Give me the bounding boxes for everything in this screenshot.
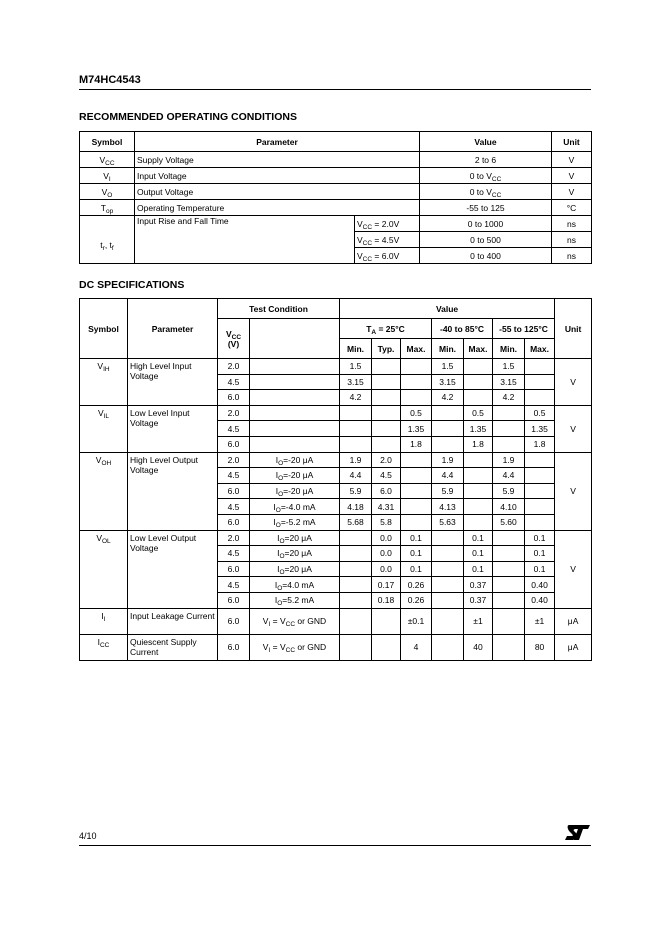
dc-value-max-125 bbox=[525, 514, 555, 530]
dc-value-max-25 bbox=[401, 374, 432, 390]
roc-unit: V bbox=[552, 184, 592, 200]
dc-value-max-25: 0.1 bbox=[401, 546, 432, 562]
dc-value-typ-25 bbox=[372, 608, 401, 634]
dc-value-min-125: 1.9 bbox=[493, 452, 525, 468]
roc-value: -55 to 125 bbox=[420, 200, 552, 216]
dc-value-min-125 bbox=[493, 405, 525, 421]
dc-vcc: 4.5 bbox=[218, 546, 250, 562]
dc-vcc: 6.0 bbox=[218, 592, 250, 608]
dc-condition bbox=[250, 436, 340, 452]
dc-condition: $I_O=-4.0$ mA bbox=[250, 499, 340, 515]
roc-parameter: Operating Temperature bbox=[135, 200, 420, 216]
dc-condition: $I_O=-20$ μA bbox=[250, 483, 340, 499]
dc-value-min-25: 4.18 bbox=[340, 499, 372, 515]
dc-header-range-85c: -40 to 85°C bbox=[432, 319, 493, 339]
roc-unit: ns bbox=[552, 248, 592, 264]
roc-value: 0 to 1000 bbox=[420, 216, 552, 232]
roc-value: 0 to 400 bbox=[420, 248, 552, 264]
dc-value-min-25 bbox=[340, 405, 372, 421]
dc-condition: $V_I = V_{CC}$ or GND bbox=[250, 634, 340, 660]
dc-parameter: High Level Input Voltage bbox=[128, 359, 218, 406]
dc-header-unit: Unit bbox=[555, 299, 592, 359]
dc-value-max-85: 40 bbox=[464, 634, 493, 660]
dc-value-max-25 bbox=[401, 390, 432, 406]
dc-condition: $I_O=-20$ μA bbox=[250, 468, 340, 484]
dc-header-value: Value bbox=[340, 299, 555, 319]
dc-value-max-85: 0.5 bbox=[464, 405, 493, 421]
dc-value-min-85 bbox=[432, 405, 464, 421]
dc-value-min-85: 1.5 bbox=[432, 359, 464, 375]
dc-condition: $I_O=20$ μA bbox=[250, 561, 340, 577]
dc-vcc: 6.0 bbox=[218, 483, 250, 499]
dc-value-max-25 bbox=[401, 514, 432, 530]
dc-header-max-125: Max. bbox=[525, 339, 555, 359]
dc-value-typ-25: 2.0 bbox=[372, 452, 401, 468]
dc-value-max-125: 0.1 bbox=[525, 530, 555, 546]
dc-value-max-85 bbox=[464, 452, 493, 468]
dc-header-min-25: Min. bbox=[340, 339, 372, 359]
dc-symbol: $V_{OL}$ bbox=[80, 530, 128, 608]
dc-value-max-25: ±0.1 bbox=[401, 608, 432, 634]
dc-value-min-125 bbox=[493, 592, 525, 608]
roc-symbol: $T_{op}$ bbox=[80, 200, 135, 216]
dc-vcc: 4.5 bbox=[218, 374, 250, 390]
dc-value-max-85 bbox=[464, 390, 493, 406]
dc-vcc: 2.0 bbox=[218, 359, 250, 375]
dc-value-max-85: 0.37 bbox=[464, 592, 493, 608]
dc-header-typ-25: Typ. bbox=[372, 339, 401, 359]
dc-value-min-25: 5.68 bbox=[340, 514, 372, 530]
dc-header-vcc: $V_{CC}$ (V) bbox=[218, 319, 250, 359]
dc-parameter: Low Level Input Voltage bbox=[128, 405, 218, 452]
dc-value-max-85: 0.1 bbox=[464, 546, 493, 562]
dc-vcc: 6.0 bbox=[218, 436, 250, 452]
dc-value-min-85 bbox=[432, 546, 464, 562]
dc-value-min-125: 4.4 bbox=[493, 468, 525, 484]
dc-value-max-85: 0.1 bbox=[464, 561, 493, 577]
dc-value-max-85 bbox=[464, 359, 493, 375]
dc-value-typ-25: 0.18 bbox=[372, 592, 401, 608]
roc-condition: $V_{CC} = 2.0V$ bbox=[355, 216, 420, 232]
header-rule bbox=[79, 89, 591, 90]
dc-vcc: 6.0 bbox=[218, 634, 250, 660]
dc-parameter: Input Leakage Current bbox=[128, 608, 218, 634]
roc-unit: ns bbox=[552, 232, 592, 248]
dc-value-typ-25: 0.17 bbox=[372, 577, 401, 593]
dc-value-min-85 bbox=[432, 577, 464, 593]
dc-value-max-85: 1.35 bbox=[464, 421, 493, 437]
dc-condition: $I_O=-20$ μA bbox=[250, 452, 340, 468]
dc-parameter: Quiescent Supply Current bbox=[128, 634, 218, 660]
dc-value-min-25 bbox=[340, 592, 372, 608]
dc-value-max-125: 0.40 bbox=[525, 577, 555, 593]
dc-value-max-85 bbox=[464, 514, 493, 530]
dc-value-min-125: 5.9 bbox=[493, 483, 525, 499]
dc-condition: $I_O=20$ μA bbox=[250, 546, 340, 562]
roc-header-value: Value bbox=[420, 132, 552, 152]
dc-header-max-25: Max. bbox=[401, 339, 432, 359]
roc-condition: $V_{CC} = 6.0V$ bbox=[355, 248, 420, 264]
dc-vcc: 4.5 bbox=[218, 468, 250, 484]
dc-value-typ-25 bbox=[372, 359, 401, 375]
dc-condition: $I_O=4.0$ mA bbox=[250, 577, 340, 593]
dc-condition: $V_I = V_{CC}$ or GND bbox=[250, 608, 340, 634]
roc-value: 0 to $V_{CC}$ bbox=[420, 184, 552, 200]
dc-symbol: $V_{IH}$ bbox=[80, 359, 128, 406]
dc-value-min-85: 5.9 bbox=[432, 483, 464, 499]
dc-value-max-25: 0.26 bbox=[401, 577, 432, 593]
dc-unit: V bbox=[555, 452, 592, 530]
dc-value-max-25 bbox=[401, 359, 432, 375]
dc-value-typ-25: 0.0 bbox=[372, 546, 401, 562]
roc-unit: °C bbox=[552, 200, 592, 216]
dc-header-range-125c: -55 to 125°C bbox=[493, 319, 555, 339]
st-logo bbox=[565, 824, 591, 846]
dc-condition bbox=[250, 405, 340, 421]
dc-value-min-85 bbox=[432, 634, 464, 660]
dc-value-max-125: 0.40 bbox=[525, 592, 555, 608]
st-logo-icon bbox=[565, 824, 591, 841]
dc-value-min-125 bbox=[493, 634, 525, 660]
dc-unit: V bbox=[555, 359, 592, 406]
document-part-number: M74HC4543 bbox=[79, 74, 141, 86]
dc-vcc: 6.0 bbox=[218, 514, 250, 530]
dc-header-condition-blank bbox=[250, 319, 340, 359]
dc-value-typ-25 bbox=[372, 390, 401, 406]
dc-value-min-85: 5.63 bbox=[432, 514, 464, 530]
roc-unit: ns bbox=[552, 216, 592, 232]
roc-row bbox=[80, 168, 592, 184]
dc-value-min-125: 1.5 bbox=[493, 359, 525, 375]
dc-value-min-85 bbox=[432, 530, 464, 546]
dc-value-min-25: 4.4 bbox=[340, 468, 372, 484]
dc-value-min-25 bbox=[340, 577, 372, 593]
dc-value-min-25 bbox=[340, 421, 372, 437]
dc-value-min-85 bbox=[432, 608, 464, 634]
dc-value-min-25: 1.5 bbox=[340, 359, 372, 375]
roc-row bbox=[80, 216, 592, 232]
dc-value-max-85 bbox=[464, 483, 493, 499]
dc-value-max-125 bbox=[525, 374, 555, 390]
page-number: 4/10 bbox=[79, 831, 97, 841]
dc-value-min-25 bbox=[340, 634, 372, 660]
dc-unit: V bbox=[555, 405, 592, 452]
dc-value-max-125 bbox=[525, 452, 555, 468]
dc-value-max-125: ±1 bbox=[525, 608, 555, 634]
roc-parameter: Input Rise and Fall Time bbox=[135, 216, 355, 264]
dc-value-min-125 bbox=[493, 546, 525, 562]
dc-value-min-85: 4.2 bbox=[432, 390, 464, 406]
roc-unit: V bbox=[552, 152, 592, 168]
dc-value-max-25: 1.8 bbox=[401, 436, 432, 452]
dc-value-max-125 bbox=[525, 483, 555, 499]
dc-value-max-25: 0.5 bbox=[401, 405, 432, 421]
roc-header-unit: Unit bbox=[552, 132, 592, 152]
dc-value-max-125: 0.1 bbox=[525, 546, 555, 562]
dc-value-min-25: 5.9 bbox=[340, 483, 372, 499]
roc-row bbox=[80, 184, 592, 200]
dc-value-max-125 bbox=[525, 468, 555, 484]
dc-value-typ-25 bbox=[372, 374, 401, 390]
dc-value-min-125 bbox=[493, 530, 525, 546]
dc-value-max-25 bbox=[401, 483, 432, 499]
dc-parameter: High Level Output Voltage bbox=[128, 452, 218, 530]
dc-parameter: Low Level Output Voltage bbox=[128, 530, 218, 608]
dc-value-typ-25: 4.31 bbox=[372, 499, 401, 515]
dc-value-max-85 bbox=[464, 374, 493, 390]
dc-value-max-125: 0.1 bbox=[525, 561, 555, 577]
dc-symbol: $V_{OH}$ bbox=[80, 452, 128, 530]
dc-header-test-condition: Test Condition bbox=[218, 299, 340, 319]
dc-value-typ-25: 0.0 bbox=[372, 530, 401, 546]
dc-value-max-125: 1.8 bbox=[525, 436, 555, 452]
roc-symbol: $t_r$, $t_f$ bbox=[80, 216, 135, 264]
dc-value-min-85 bbox=[432, 421, 464, 437]
roc-row bbox=[80, 200, 592, 216]
dc-header-ta-25c: $T_A = 25^\circ C$ bbox=[340, 319, 432, 339]
dc-value-typ-25 bbox=[372, 634, 401, 660]
dc-value-typ-25: 6.0 bbox=[372, 483, 401, 499]
dc-vcc: 4.5 bbox=[218, 499, 250, 515]
dc-vcc: 6.0 bbox=[218, 561, 250, 577]
roc-symbol: $V_I$ bbox=[80, 168, 135, 184]
roc-condition: $V_{CC} = 4.5V$ bbox=[355, 232, 420, 248]
dc-value-min-125: 4.10 bbox=[493, 499, 525, 515]
dc-value-max-125 bbox=[525, 499, 555, 515]
roc-symbol: $V_{CC}$ bbox=[80, 152, 135, 168]
dc-vcc: 6.0 bbox=[218, 390, 250, 406]
dc-header-parameter: Parameter bbox=[128, 299, 218, 359]
dc-row bbox=[80, 530, 592, 546]
roc-value: 2 to 6 bbox=[420, 152, 552, 168]
roc-section-title: RECOMMENDED OPERATING CONDITIONS bbox=[79, 111, 297, 123]
dc-value-min-125 bbox=[493, 577, 525, 593]
dc-condition: $I_O=-5.2$ mA bbox=[250, 514, 340, 530]
roc-parameter: Input Voltage bbox=[135, 168, 420, 184]
dc-header-min-85: Min. bbox=[432, 339, 464, 359]
dc-value-max-25: 0.26 bbox=[401, 592, 432, 608]
dc-value-max-85: 0.1 bbox=[464, 530, 493, 546]
dc-value-max-25 bbox=[401, 499, 432, 515]
dc-value-min-125: 4.2 bbox=[493, 390, 525, 406]
roc-value: 0 to 500 bbox=[420, 232, 552, 248]
dc-value-max-85: 1.8 bbox=[464, 436, 493, 452]
dc-value-max-125: 0.5 bbox=[525, 405, 555, 421]
dc-value-max-25 bbox=[401, 452, 432, 468]
dc-value-max-85: 0.37 bbox=[464, 577, 493, 593]
dc-value-typ-25 bbox=[372, 421, 401, 437]
roc-symbol: $V_O$ bbox=[80, 184, 135, 200]
dc-value-min-25: 3.15 bbox=[340, 374, 372, 390]
dc-unit: μA bbox=[555, 634, 592, 660]
dc-vcc: 6.0 bbox=[218, 608, 250, 634]
dc-symbol: $I_{CC}$ bbox=[80, 634, 128, 660]
dc-row bbox=[80, 359, 592, 375]
dc-header-symbol: Symbol bbox=[80, 299, 128, 359]
dc-row bbox=[80, 405, 592, 421]
dc-value-min-25 bbox=[340, 546, 372, 562]
dc-condition: $I_O=5.2$ mA bbox=[250, 592, 340, 608]
roc-unit: V bbox=[552, 168, 592, 184]
dc-value-min-125 bbox=[493, 421, 525, 437]
dc-value-max-125: 1.35 bbox=[525, 421, 555, 437]
dc-value-max-25: 0.1 bbox=[401, 530, 432, 546]
dc-value-max-125: 80 bbox=[525, 634, 555, 660]
dc-value-max-125 bbox=[525, 359, 555, 375]
dc-value-min-25 bbox=[340, 608, 372, 634]
dc-value-min-85 bbox=[432, 436, 464, 452]
dc-value-min-85: 4.13 bbox=[432, 499, 464, 515]
dc-value-max-25: 0.1 bbox=[401, 561, 432, 577]
dc-condition bbox=[250, 421, 340, 437]
roc-row bbox=[80, 152, 592, 168]
dc-value-max-25: 4 bbox=[401, 634, 432, 660]
dc-row bbox=[80, 452, 592, 468]
dc-vcc: 2.0 bbox=[218, 405, 250, 421]
dc-value-min-25 bbox=[340, 530, 372, 546]
dc-condition bbox=[250, 390, 340, 406]
roc-header-parameter: Parameter bbox=[135, 132, 420, 152]
dc-value-min-85 bbox=[432, 592, 464, 608]
roc-header-symbol: Symbol bbox=[80, 132, 135, 152]
dc-value-min-25: 1.9 bbox=[340, 452, 372, 468]
dc-value-min-125 bbox=[493, 608, 525, 634]
dc-value-min-25: 4.2 bbox=[340, 390, 372, 406]
dc-unit: V bbox=[555, 530, 592, 608]
roc-value: 0 to $V_{CC}$ bbox=[420, 168, 552, 184]
dc-vcc: 2.0 bbox=[218, 530, 250, 546]
dc-row bbox=[80, 608, 592, 634]
dc-value-min-125 bbox=[493, 436, 525, 452]
dc-value-typ-25 bbox=[372, 405, 401, 421]
roc-parameter: Supply Voltage bbox=[135, 152, 420, 168]
dc-condition bbox=[250, 374, 340, 390]
dc-symbol: $V_{IL}$ bbox=[80, 405, 128, 452]
dc-value-min-85: 1.9 bbox=[432, 452, 464, 468]
dc-vcc: 2.0 bbox=[218, 452, 250, 468]
dc-value-max-25 bbox=[401, 468, 432, 484]
dc-header-max-85: Max. bbox=[464, 339, 493, 359]
dc-value-max-85: ±1 bbox=[464, 608, 493, 634]
dc-value-min-85: 4.4 bbox=[432, 468, 464, 484]
dc-condition: $I_O=20$ μA bbox=[250, 530, 340, 546]
recommended-operating-conditions-table bbox=[79, 131, 592, 264]
dc-header-min-125: Min. bbox=[493, 339, 525, 359]
dc-unit: μA bbox=[555, 608, 592, 634]
dc-value-min-85: 3.15 bbox=[432, 374, 464, 390]
dc-value-typ-25: 5.8 bbox=[372, 514, 401, 530]
dc-value-max-25: 1.35 bbox=[401, 421, 432, 437]
dc-value-min-125: 5.60 bbox=[493, 514, 525, 530]
dc-section-title: DC SPECIFICATIONS bbox=[79, 279, 185, 291]
dc-specifications-table bbox=[79, 298, 592, 661]
dc-value-max-85 bbox=[464, 468, 493, 484]
dc-symbol: $I_I$ bbox=[80, 608, 128, 634]
dc-value-min-25 bbox=[340, 561, 372, 577]
dc-vcc: 4.5 bbox=[218, 421, 250, 437]
dc-row bbox=[80, 634, 592, 660]
dc-value-min-25 bbox=[340, 436, 372, 452]
dc-value-typ-25: 4.5 bbox=[372, 468, 401, 484]
dc-value-min-85 bbox=[432, 561, 464, 577]
dc-value-min-125 bbox=[493, 561, 525, 577]
dc-value-max-125 bbox=[525, 390, 555, 406]
dc-value-max-85 bbox=[464, 499, 493, 515]
dc-value-typ-25: 0.0 bbox=[372, 561, 401, 577]
dc-value-typ-25 bbox=[372, 436, 401, 452]
dc-vcc: 4.5 bbox=[218, 577, 250, 593]
dc-value-min-125: 3.15 bbox=[493, 374, 525, 390]
roc-parameter: Output Voltage bbox=[135, 184, 420, 200]
footer-rule bbox=[79, 845, 591, 846]
dc-condition bbox=[250, 359, 340, 375]
